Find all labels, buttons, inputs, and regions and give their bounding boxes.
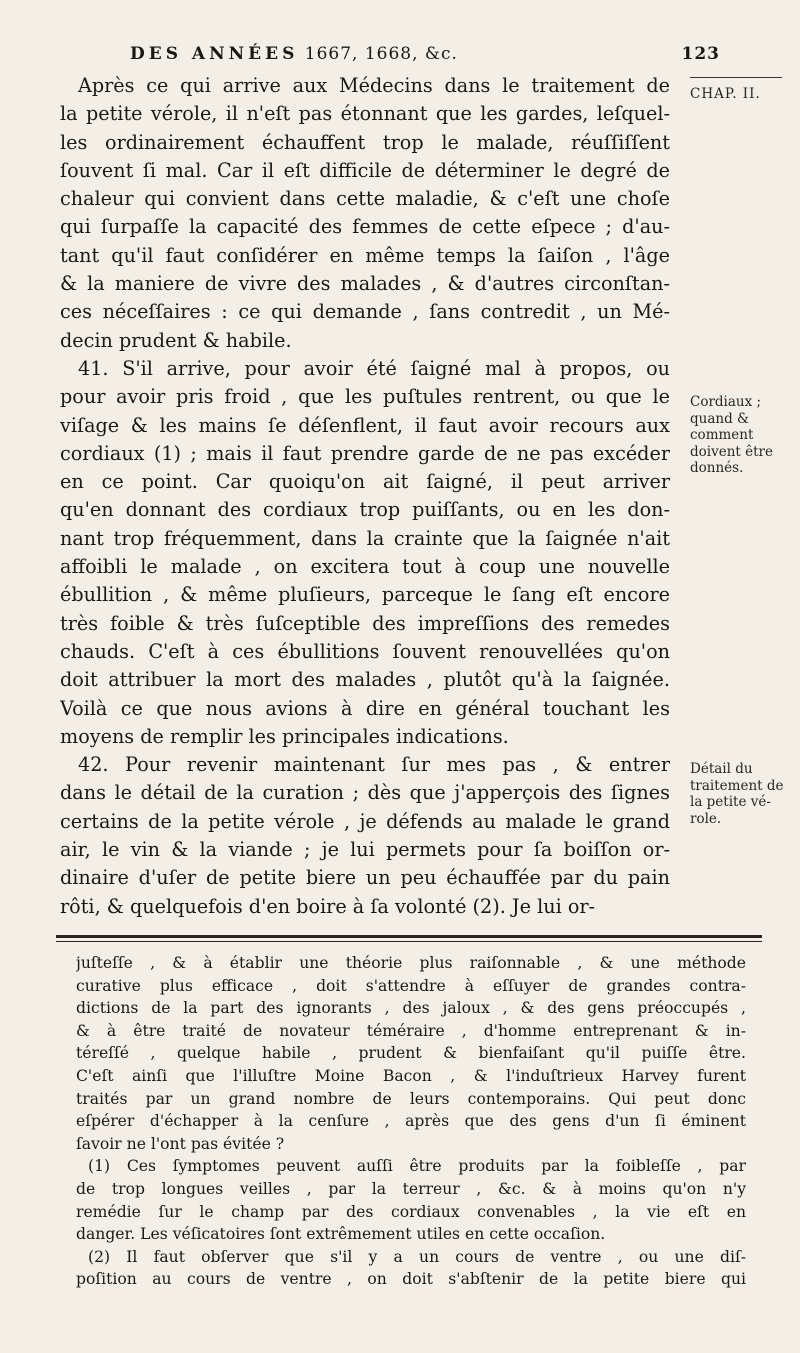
text-line: 41. S'il arrive, pour avoir été ſaigné mal à propos, ou <box>78 356 670 380</box>
margin-chapter-label <box>690 86 800 103</box>
text-line: Après ce qui arrive aux Médecins dans le traitement de <box>78 74 670 97</box>
text-line: nant trop fréquemment, dans la crainte que la ſaignée n'ait <box>60 526 670 550</box>
text-line: rôti, & quelquefois d'en boire à ſa volonté (2). Je lui or- <box>60 894 596 918</box>
chapter-label: CHAP. II. <box>690 86 761 102</box>
text-line: dans le détail de la curation ; dès que j'apperçois des ſignes <box>60 781 670 805</box>
chapter-rule <box>690 77 782 78</box>
margin-note-line: traitement de <box>690 777 784 794</box>
text-line: ſouvent ſi mal. Car il eſt difficile de déterminer le degré de <box>60 158 670 182</box>
footnote-line: & à être traité de novateur téméraire , d'homme entreprenant & in- <box>76 1021 746 1040</box>
text-line: qui ſurpaſſe la capacité des femmes de cette eſpece ; d'au- <box>60 215 670 239</box>
footnote-line: ſavoir ne l'ont pas évitée ? <box>76 1134 285 1153</box>
running-head <box>130 44 720 64</box>
footnote-line: téreſſé , quelque habile , prudent & bienfaiſant qu'il puiſſe être. <box>76 1044 746 1063</box>
margin-note-line: doivent être <box>690 443 773 460</box>
text-line: qu'en donnant des cordiaux trop puiſſants, ou en les don- <box>60 498 670 522</box>
margin-note-cordiaux <box>690 394 800 477</box>
margin-note-line: Détail du <box>690 761 753 777</box>
text-line: ébullition , & même pluſieurs, parceque le ſang eſt encore <box>60 583 670 607</box>
footnote-line: (2) Il faut obſerver que s'il y a un cours de ventre , ou une diſ- <box>88 1247 746 1266</box>
text-line: 42. Pour revenir maintenant ſur mes pas , & entrer <box>78 753 670 777</box>
margin-note-line: comment <box>690 427 754 443</box>
text-line: cordiaux (1) ; mais il faut prendre garde de ne pas excéder <box>60 441 670 465</box>
text-line: decin prudent & habile. <box>60 328 292 352</box>
footnote-line: danger. Les véſicatoires ſont extrêmement utiles en cette occaſion. <box>76 1225 606 1244</box>
text-line: doit attribuer la mort des malades , plutôt qu'à la ſaignée. <box>60 668 670 692</box>
footnote-line: remédie ſur le champ par des cordiaux convenables , la vie eſt en <box>76 1202 746 1221</box>
footnote-line: C'eſt ainſi que l'illuſtre Moine Bacon , & l'induſtrieux Harvey furent <box>76 1066 746 1085</box>
text-line: affoibli le malade , on excitera tout à coup une nouvelle <box>60 555 670 579</box>
text-line: moyens de remplir les principales indications. <box>60 724 509 748</box>
footnote-line: (1) Ces ſymptomes peuvent auſſi être produits par la foibleſſe , par <box>88 1157 746 1176</box>
footnote-line: eſpérer d'échapper à la cenſure , après que des gens d'un ſi éminent <box>76 1112 746 1131</box>
text-line: & la maniere de vivre des malades , & d'autres circonſtan- <box>60 272 670 296</box>
running-head-years: 1667, 1668, &c. <box>304 44 458 64</box>
text-line: la petite vérole, il n'eſt pas étonnant que les gardes, leſquel- <box>60 102 670 126</box>
footnote-rule-thick <box>56 935 762 938</box>
footnote-rule-thin <box>56 941 762 942</box>
text-line: chaleur qui convient dans cette maladie, & c'eſt une choſe <box>60 187 670 211</box>
text-line: ces néceſſaires : ce qui demande , ſans contredit , un Mé- <box>60 300 670 324</box>
text-line: Voilà ce que nous avions à dire en général touchant les <box>60 696 670 720</box>
footnotes-block <box>76 952 746 1291</box>
margin-note-line: quand & <box>690 410 750 427</box>
margin-note-detail <box>690 761 800 827</box>
text-line: air, le vin & la viande ; je lui permets pour ſa boiſſon or- <box>60 838 670 862</box>
text-line: certains de la petite vérole , je défends au malade le grand <box>60 809 670 833</box>
text-line: tant qu'il faut conſidérer en même temps la ſaiſon , l'âge <box>60 243 670 267</box>
footnote-line: poſition au cours de ventre , on doit s'abſtenir de la petite biere qui <box>76 1270 746 1289</box>
footnote-line: curative plus efficace , doit s'attendre à eſſuyer de grandes contra- <box>76 976 746 995</box>
text-line: dinaire d'uſer de petite biere un peu échauffée par du pain <box>60 866 670 890</box>
page-number: 123 <box>681 44 720 64</box>
margin-note-line: donnés. <box>690 460 744 476</box>
footnote-line: traités par un grand nombre de leurs contemporains. Qui peut donc <box>76 1089 746 1108</box>
text-line: chauds. C'eſt à ces ébullitions ſouvent renouvellées qu'on <box>60 639 670 663</box>
margin-note-line: la petite vé- <box>690 794 771 810</box>
margin-note-line: role. <box>690 810 722 827</box>
text-line: viſage & les mains ſe déſenflent, il faut avoir recours aux <box>60 413 670 437</box>
footnote-line: juſteſſe , & à établir une théorie plus raiſonnable , & une méthode <box>76 954 746 972</box>
margin-note-line: Cordiaux ; <box>690 394 762 410</box>
footnote-line: de trop longues veilles , par la terreur , &c. & à moins qu'on n'y <box>76 1179 746 1198</box>
text-line: pour avoir pris froid , que les puſtules rentrent, ou que le <box>60 385 670 409</box>
text-line: très foible & très ſuſceptible des impreſſions des remedes <box>60 611 670 635</box>
text-line: les ordinairement échauffent trop le malade, réuſſiſſent <box>60 130 670 154</box>
running-head-title: DES ANNÉES <box>130 44 299 64</box>
main-text-block <box>60 72 670 921</box>
text-line: en ce point. Car quoiqu'on ait ſaigné, il peut arriver <box>60 470 670 494</box>
footnote-line: dictions de la part des ignorants , des jaloux , & des gens préoccupés , <box>76 999 746 1018</box>
